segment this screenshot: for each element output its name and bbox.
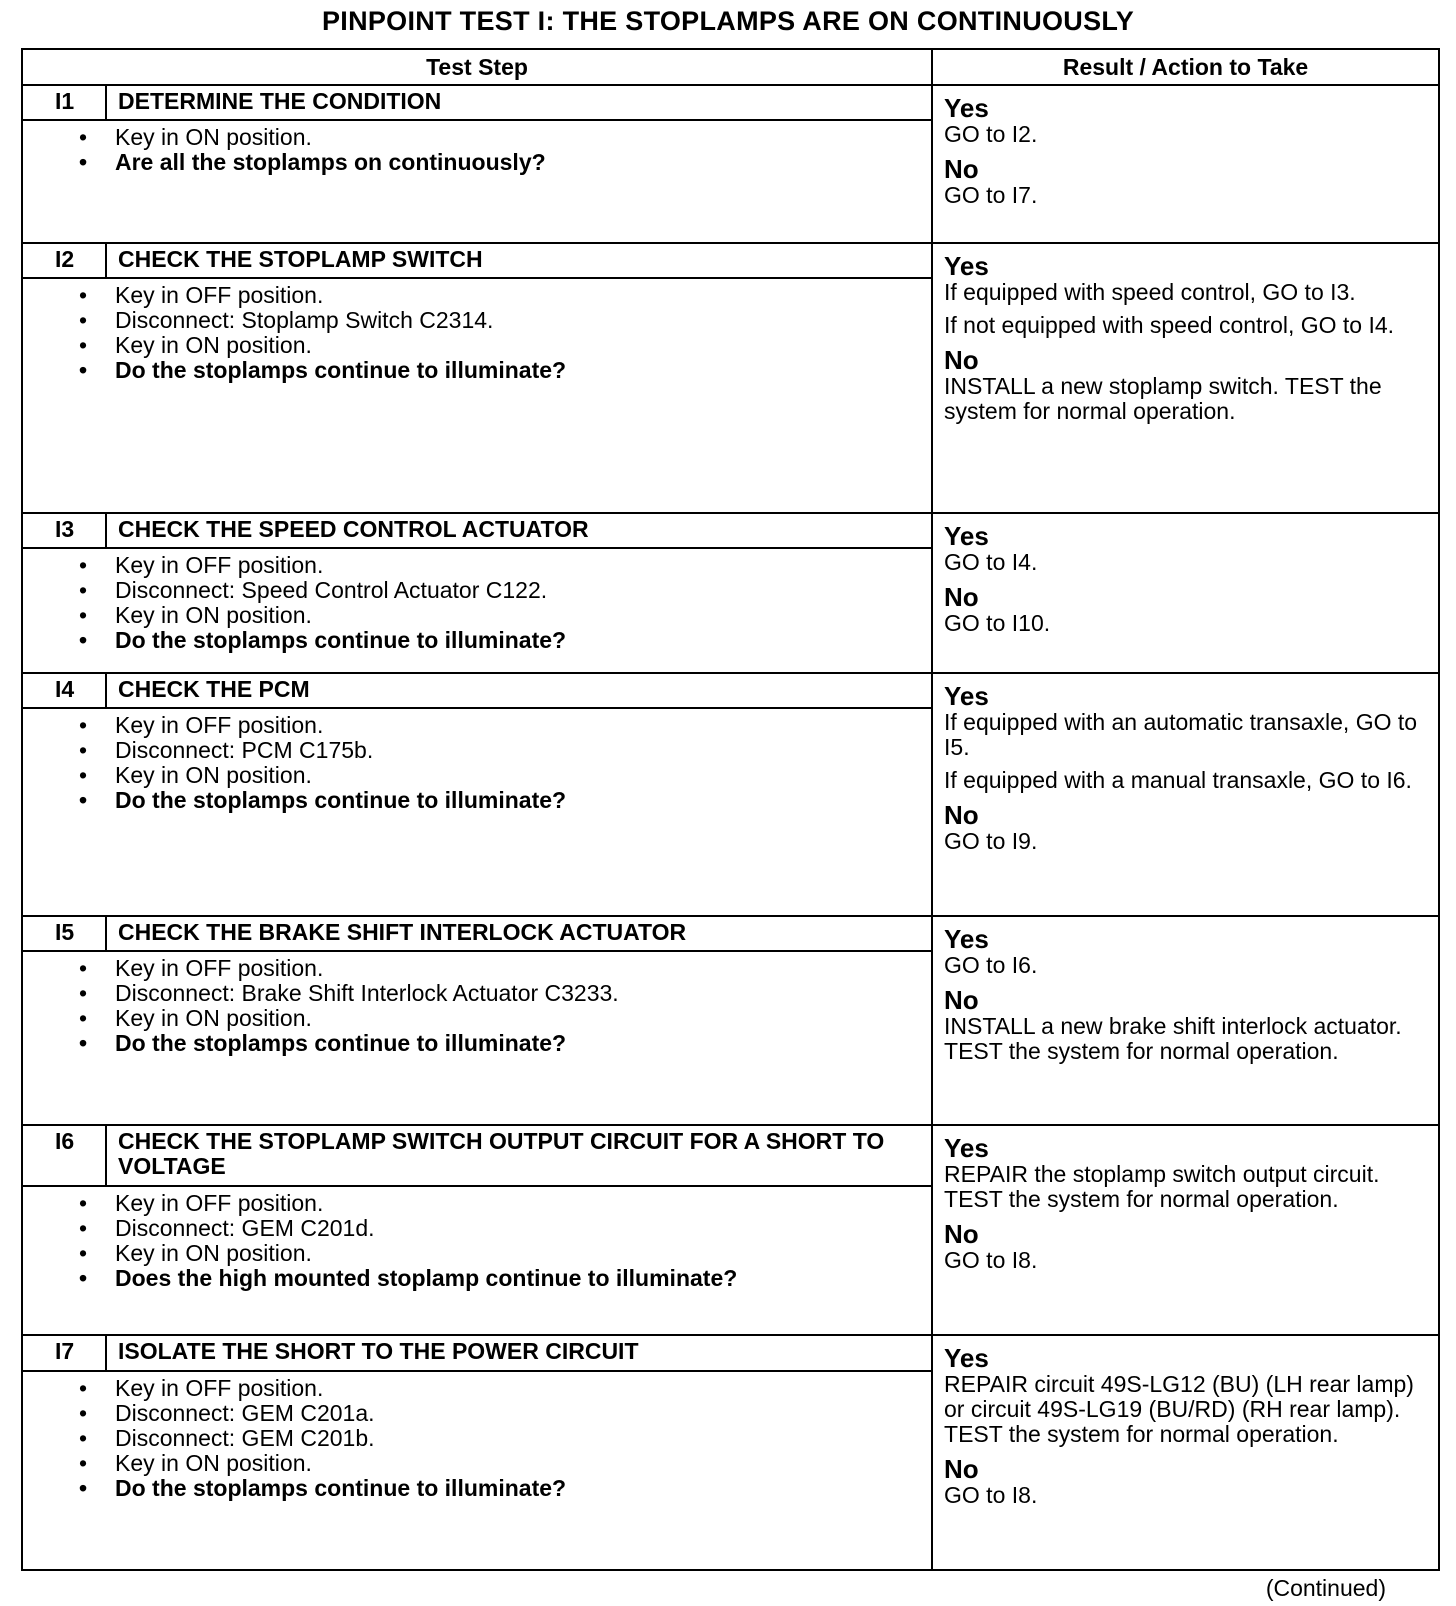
step-id: I5 <box>22 916 106 951</box>
yes-action: If equipped with a manual transaxle, GO to I6. <box>944 766 1412 793</box>
instruction-item: • Key in OFF position. <box>115 283 931 308</box>
step-heading: CHECK THE STOPLAMP SWITCH OUTPUT CIRCUIT FOR A SHORT TO VOLTAGE <box>106 1125 932 1185</box>
step-result <box>932 85 1439 243</box>
no-label: No <box>944 799 979 830</box>
continued-label: (Continued) <box>1265 1575 1386 1601</box>
step-heading: DETERMINE THE CONDITION <box>106 85 932 120</box>
step-id: I4 <box>22 673 106 708</box>
no-label: No <box>944 1454 979 1485</box>
instruction-list <box>23 553 931 653</box>
step-result <box>932 513 1439 673</box>
step-heading: CHECK THE SPEED CONTROL ACTUATOR <box>106 513 932 548</box>
instruction-list <box>23 956 931 1056</box>
no-label: No <box>944 984 979 1015</box>
no-action: GO to I7. <box>944 182 1038 208</box>
no-label: No <box>944 154 979 184</box>
no-action: GO to I8. <box>944 1247 1038 1274</box>
instruction-item: • Disconnect: GEM C201b. <box>115 1426 931 1451</box>
test-step-header: Test Step <box>22 49 932 85</box>
test-question: • Do the stoplamps continue to illuminate? <box>115 788 931 813</box>
pinpoint-test-table <box>21 48 1440 1571</box>
instruction-item: • Key in ON position. <box>115 125 931 150</box>
table-header-row <box>22 49 1439 85</box>
step-instructions <box>22 708 932 916</box>
instruction-item: • Disconnect: GEM C201d. <box>115 1216 931 1241</box>
step-head-row <box>22 85 1439 120</box>
result-header: Result / Action to Take <box>932 49 1439 85</box>
instruction-list <box>23 125 931 175</box>
step-id: I3 <box>22 513 106 548</box>
no-label: No <box>944 1219 979 1250</box>
step-instructions <box>22 278 932 513</box>
instruction-item: • Key in ON position. <box>115 603 931 628</box>
instruction-item: • Key in ON position. <box>115 1451 931 1476</box>
instruction-item: • Disconnect: GEM C201a. <box>115 1401 931 1426</box>
step-instructions <box>22 951 932 1125</box>
instruction-item: • Key in OFF position. <box>115 713 931 738</box>
yes-action: GO to I2. <box>944 121 1038 147</box>
no-action: GO to I10. <box>944 609 1051 636</box>
step-head-row <box>22 916 1439 951</box>
step-heading: CHECK THE STOPLAMP SWITCH <box>106 243 932 278</box>
instruction-item: • Key in ON position. <box>115 1006 931 1031</box>
yes-label: Yes <box>944 250 989 281</box>
no-label: No <box>944 344 979 375</box>
yes-action: GO to I6. <box>944 951 1038 978</box>
yes-label: Yes <box>944 1343 989 1374</box>
instruction-list <box>23 1376 931 1501</box>
instruction-item: • Key in OFF position. <box>115 1191 931 1216</box>
instruction-list <box>23 713 931 813</box>
step-head-row <box>22 243 1439 278</box>
no-action: INSTALL a new stoplamp switch. TEST the system for normal operation. <box>944 372 1382 424</box>
no-action: GO to I9. <box>944 827 1038 854</box>
instruction-item: • Key in OFF position. <box>115 553 931 578</box>
step-result <box>932 1125 1439 1335</box>
yes-label: Yes <box>944 93 989 123</box>
step-head-row <box>22 673 1439 708</box>
step-result <box>932 243 1439 513</box>
instruction-list <box>23 283 931 383</box>
instruction-item: • Key in ON position. <box>115 1241 931 1266</box>
page-title: PINPOINT TEST I: THE STOPLAMPS ARE ON CONTINUOUSLY <box>321 6 1135 36</box>
step-result <box>932 916 1439 1126</box>
no-action: GO to I8. <box>944 1482 1038 1509</box>
step-id: I1 <box>22 85 106 120</box>
test-question: • Do the stoplamps continue to illuminate? <box>115 1031 931 1056</box>
step-heading: CHECK THE BRAKE SHIFT INTERLOCK ACTUATOR <box>106 916 932 951</box>
instruction-item: • Key in ON position. <box>115 333 931 358</box>
step-instructions <box>22 548 932 673</box>
test-question: • Are all the stoplamps on continuously? <box>115 150 931 175</box>
yes-action: REPAIR the stoplamp switch output circuit. TEST the system for normal operation. <box>944 1161 1380 1213</box>
yes-action: If equipped with speed control, GO to I3. <box>944 278 1356 305</box>
yes-action: If not equipped with speed control, GO to I4. <box>944 311 1395 338</box>
step-instructions <box>22 1371 932 1571</box>
yes-action: REPAIR circuit 49S-LG12 (BU) (LH rear lamp) or circuit 49S-LG19 (BU/RD) (RH rear lamp). TEST the system for normal operation. <box>944 1371 1414 1448</box>
instruction-item: • Key in ON position. <box>115 763 931 788</box>
no-label: No <box>944 581 979 612</box>
yes-action: If equipped with an automatic transaxle, GO to I5. <box>944 708 1418 760</box>
step-heading: ISOLATE THE SHORT TO THE POWER CIRCUIT <box>106 1335 932 1370</box>
step-id: I2 <box>22 243 106 278</box>
step-head-row <box>22 1125 1439 1185</box>
instruction-item: • Key in OFF position. <box>115 1376 931 1401</box>
yes-label: Yes <box>944 923 989 954</box>
instruction-item: • Key in OFF position. <box>115 956 931 981</box>
instruction-list <box>23 1191 931 1291</box>
step-instructions <box>22 120 932 243</box>
test-steps-body <box>22 85 1439 1570</box>
step-heading: CHECK THE PCM <box>106 673 932 708</box>
step-head-row <box>22 1335 1439 1370</box>
no-action: INSTALL a new brake shift interlock actuator. TEST the system for normal operation. <box>944 1012 1402 1064</box>
step-id: I6 <box>22 1125 106 1185</box>
instruction-item: • Disconnect: Stoplamp Switch C2314. <box>115 308 931 333</box>
test-question: • Do the stoplamps continue to illuminate? <box>115 1476 931 1501</box>
instruction-item: • Disconnect: Brake Shift Interlock Actuator C3233. <box>115 981 931 1006</box>
step-instructions <box>22 1186 932 1336</box>
step-id: I7 <box>22 1335 106 1370</box>
step-head-row <box>22 513 1439 548</box>
instruction-item: • Disconnect: Speed Control Actuator C122. <box>115 578 931 603</box>
step-result <box>932 673 1439 916</box>
yes-label: Yes <box>944 1133 989 1164</box>
test-question: • Do the stoplamps continue to illuminate? <box>115 358 931 383</box>
instruction-item: • Disconnect: PCM C175b. <box>115 738 931 763</box>
yes-action: GO to I4. <box>944 548 1038 575</box>
test-question: • Do the stoplamps continue to illuminate? <box>115 628 931 653</box>
test-question: • Does the high mounted stoplamp continue to illuminate? <box>115 1266 931 1291</box>
step-result <box>932 1335 1439 1570</box>
yes-label: Yes <box>944 680 989 711</box>
yes-label: Yes <box>944 520 989 551</box>
